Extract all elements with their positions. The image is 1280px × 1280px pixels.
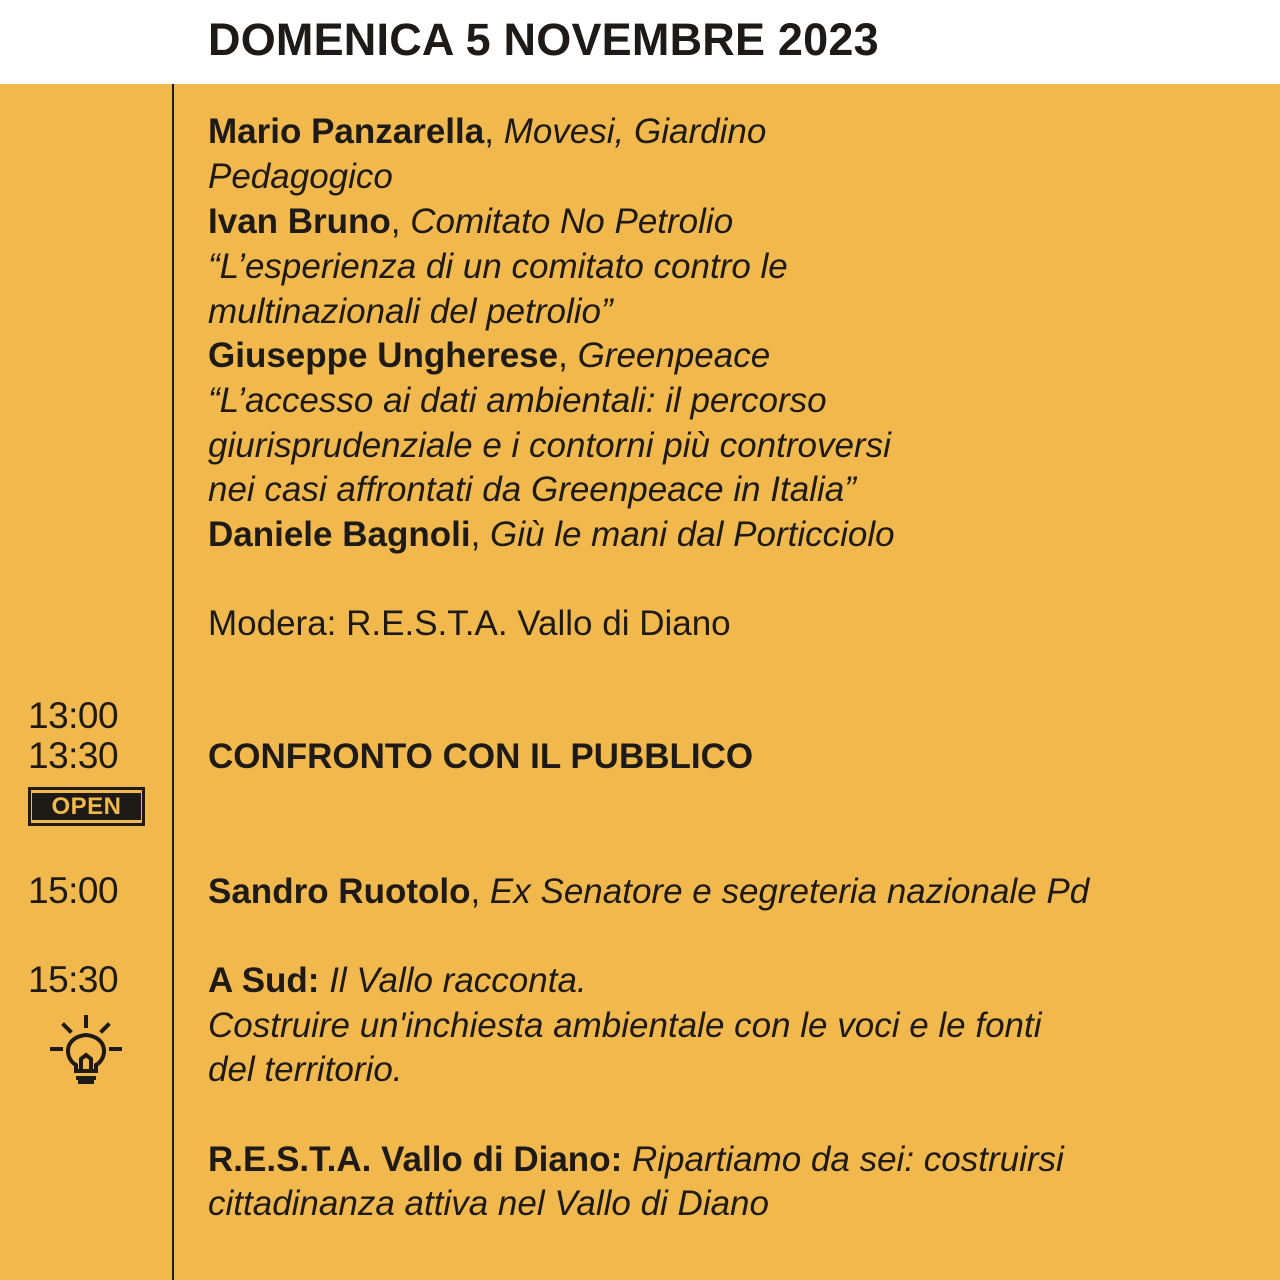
asud-title: Il Vallo racconta. [329, 961, 587, 1000]
page-title: DOMENICA 5 NOVEMBRE 2023 [208, 14, 879, 65]
asud-label: A Sud: [208, 961, 320, 1000]
speaker-affiliation-cont: Pedagogico [208, 157, 393, 196]
speaker-name: Daniele Bagnoli [208, 515, 471, 554]
speaker-separator: , [484, 112, 504, 151]
asud-desc-line: Costruire un'inchiesta ambientale con le voci e le fonti [208, 1006, 1042, 1045]
speaker-separator: , [558, 336, 578, 375]
speaker-line-ruotolo [208, 869, 1089, 914]
asud-desc-line: del territorio. [208, 1050, 403, 1089]
speaker-name: Sandro Ruotolo [208, 872, 471, 911]
speaker-affiliation: Movesi, Giardino [503, 112, 767, 151]
talk-title-line: giurisprudenziale e i contorni più controversi [208, 426, 891, 465]
time-1530: 15:30 [28, 959, 119, 1000]
resta-title: Ripartiamo da sei: costruirsi [631, 1140, 1064, 1179]
open-badge [28, 787, 145, 826]
talk-title-line: “L’accesso ai dati ambientali: il percorso [208, 381, 827, 420]
speaker-name: Mario Panzarella [208, 112, 485, 151]
time-end: 13:30 [28, 735, 119, 776]
lightbulb-icon [50, 1015, 122, 1087]
talk-title-line: “L’esperienza di un comitato contro le [208, 247, 788, 286]
speaker-line-bagnoli [208, 512, 895, 557]
speaker-separator: , [390, 202, 411, 241]
speaker-name: Giuseppe Ungherese [208, 336, 559, 375]
speaker-name: Ivan Bruno [208, 202, 391, 241]
speaker-affiliation: Greenpeace [577, 336, 771, 375]
speaker-affiliation: Giù le mani dal Porticciolo [490, 515, 895, 554]
resta-label: R.E.S.T.A. Vallo di Diano: [208, 1140, 623, 1179]
talk-title-line: nei casi affrontati da Greenpeace in Italia” [208, 470, 856, 509]
open-badge-label: OPEN [32, 793, 141, 820]
asud-title-line [208, 958, 587, 1003]
page-header [0, 0, 1280, 84]
speaker-line-ungherese [208, 333, 770, 378]
resta-title-cont: cittadinanza attiva nel Vallo di Diano [208, 1184, 769, 1223]
speaker-affiliation: Comitato No Petrolio [410, 202, 734, 241]
moderator-line: Modera: R.E.S.T.A. Vallo di Diano [208, 604, 731, 643]
resta-title-line [208, 1137, 1064, 1182]
speaker-affiliation: Ex Senatore e segreteria nazionale Pd [489, 872, 1090, 911]
time-1500: 15:00 [28, 870, 119, 911]
speaker-separator: , [470, 515, 491, 554]
session-title: CONFRONTO CON IL PUBBLICO [208, 737, 754, 776]
timeline-divider [172, 84, 174, 1280]
talk-title-line: multinazionali del petrolio” [208, 292, 613, 331]
speaker-line-panzarella [208, 109, 766, 154]
time-start: 13:00 [28, 695, 119, 736]
speaker-line-bruno [208, 199, 733, 244]
speaker-separator: , [470, 872, 490, 911]
